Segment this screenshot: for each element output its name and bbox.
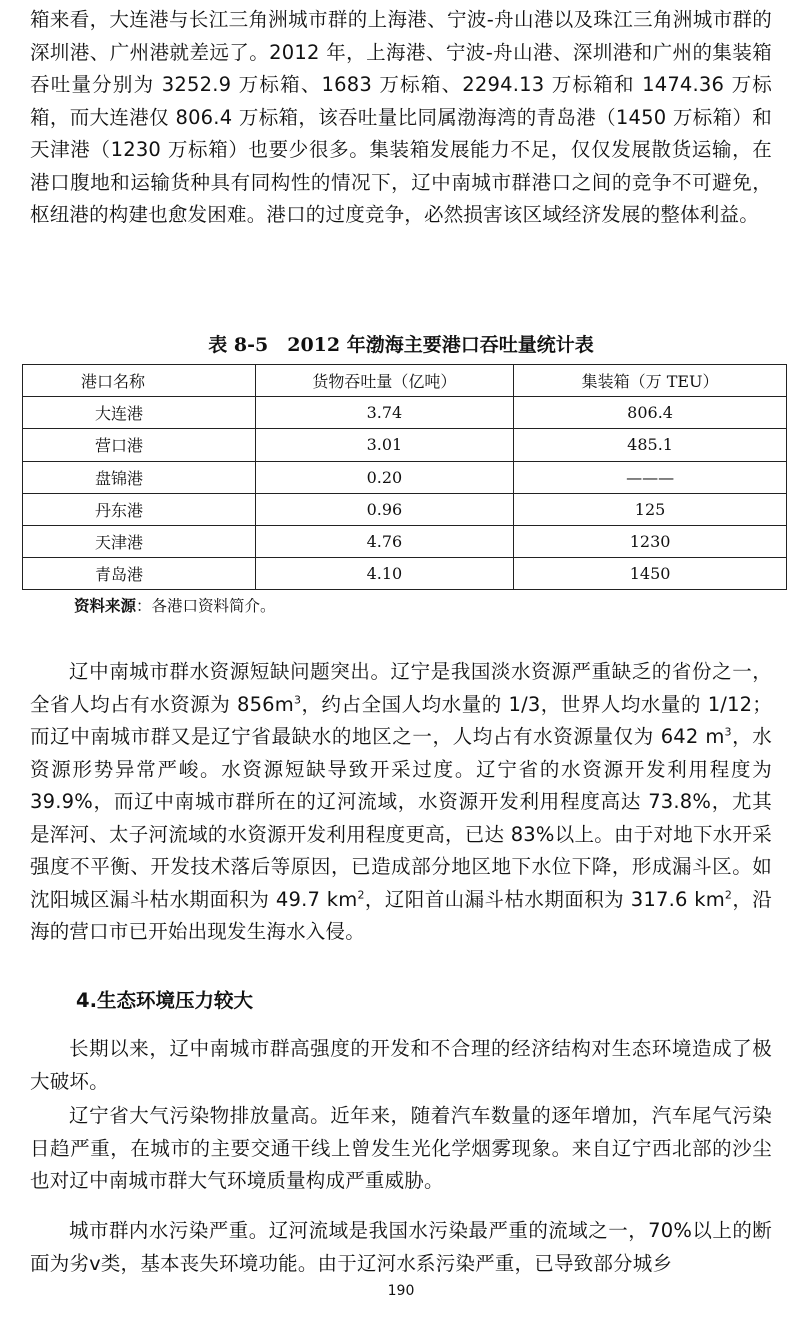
table-caption: 表 8-5 2012 年渤海主要港口吞吐量统计表 [208,334,594,356]
water-text-part-1: 辽中南城市群水资源短缺问题突出。辽宁是我国淡水资源严重缺乏的省份之一，全省人均占有水资源为 856m [30,660,772,716]
table-row [23,397,787,429]
paragraph-water-shortage [30,656,772,949]
cell-port-name: 青岛港 [23,558,256,590]
superscript-square: 2 [724,888,733,901]
cell-port-name: 盘锦港 [23,461,256,493]
cell-cargo-throughput: 3.01 [255,429,514,461]
column-header-cargo-throughput: 货物吞吐量（亿吨） [255,365,514,397]
cell-cargo-throughput: 0.96 [255,493,514,525]
water-text-part-2: ，约占全国人均水量的 1/3，世界人均水量的 1/12；而辽中南城市群又是辽宁省最缺水的地区之一，人均占有水资源量仅为 642 m [30,692,772,748]
paragraph-air-pollution: 辽宁省大气污染物排放量高。近年来，随着汽车数量的逐年增加，汽车尾气污染日趋严重，在城市的主要交通干线上曾发生光化学烟雾现象。来自辽宁西北部的沙尘也对辽中南城市群大气环境质量构成严重威胁。 [30,1104,772,1192]
superscript-square: 2 [357,888,365,901]
paragraph-port-comparison: 箱来看，大连港与长江三角洲城市群的上海港、宁波-舟山港以及珠江三角洲城市群的深圳港、广州港就差远了。2012 年，上海港、宁波-舟山港、深圳港和广州的集装箱吞吐量分别为 3252.9 万标箱、1683 万标箱、2294.13 万标箱和 1474.36 万标箱，而大连港仅 806.4 万标箱，该吞吐量比同属渤海湾的青岛港（1450 万标箱）和天津港（1230 万标箱）也要少很多。集装箱发展能力不足，仅仅发展散货运输，在港口腹地和运输货种具有同构性的情况下，辽中南城市群港口之间的竞争不可避免，枢纽港的构建也愈发困难。港口的过度竞争，必然损害该区域经济发展的整体利益。 [30,8,772,226]
column-header-port-name: 港口名称 [23,365,256,397]
cell-container: 1450 [514,558,787,590]
water-text-part-3: ，水资源形势异常严峻。水资源短缺导致开采过度。辽宁省的水资源开发利用程度为 39.9%，而辽中南城市群所在的辽河流域，水资源开发利用程度高达 73.8%，尤其是浑河、太子河流域的水资源开发利用程度更高，已达 83%以上。由于对地下水开采强度不平衡、开发技术落后等原因，已造成部分地区地下水位下降，形成漏斗区。如沈阳城区漏斗枯水期面积为 49.7 km [30,725,773,911]
table-header-row [23,365,787,397]
cell-cargo-throughput: 4.10 [255,558,514,590]
cell-port-name: 丹东港 [23,493,256,525]
cell-port-name: 营口港 [23,429,256,461]
port-throughput-table [22,364,787,590]
cell-port-name: 大连港 [23,397,256,429]
cell-container: 125 [514,493,787,525]
cell-container: 485.1 [514,429,787,461]
cell-container: 1230 [514,525,787,557]
page-number: 190 [387,1283,415,1299]
cell-cargo-throughput: 4.76 [255,525,514,557]
cell-cargo-throughput: 0.20 [255,461,514,493]
cell-cargo-throughput: 3.74 [255,397,514,429]
water-text-part-5: ，沿海的营口市已开始出现发生海水入侵。 [30,887,772,943]
cell-container: ——— [514,461,787,493]
table-row [23,493,787,525]
cell-container: 806.4 [514,397,787,429]
section-heading: 4.生态环境压力较大 [76,989,253,1012]
table-source-note [74,594,276,616]
superscript-cubic: 3 [724,725,732,739]
superscript-cubic: 3 [293,693,302,706]
table-row [23,429,787,461]
source-text: ：各港口资料简介。 [136,597,276,615]
table-row [23,461,787,493]
source-label: 资料来源 [74,597,137,615]
table-row [23,558,787,590]
column-header-container: 集装箱（万 TEU） [514,365,787,397]
paragraph-water-pollution: 城市群内水污染严重。辽河流域是我国水污染最严重的流域之一，70%以上的断面为劣ⅴ类，基本丧失环境功能。由于辽河水系污染严重，已导致部分城乡 [30,1219,772,1275]
water-text-part-4: ，辽阳首山漏斗枯水期面积为 317.6 km [364,887,725,911]
paragraph-ecology-intro: 长期以来，辽中南城市群高强度的开发和不合理的经济结构对生态环境造成了极大破坏。 [30,1037,772,1093]
cell-port-name: 天津港 [23,525,256,557]
table-row [23,525,787,557]
